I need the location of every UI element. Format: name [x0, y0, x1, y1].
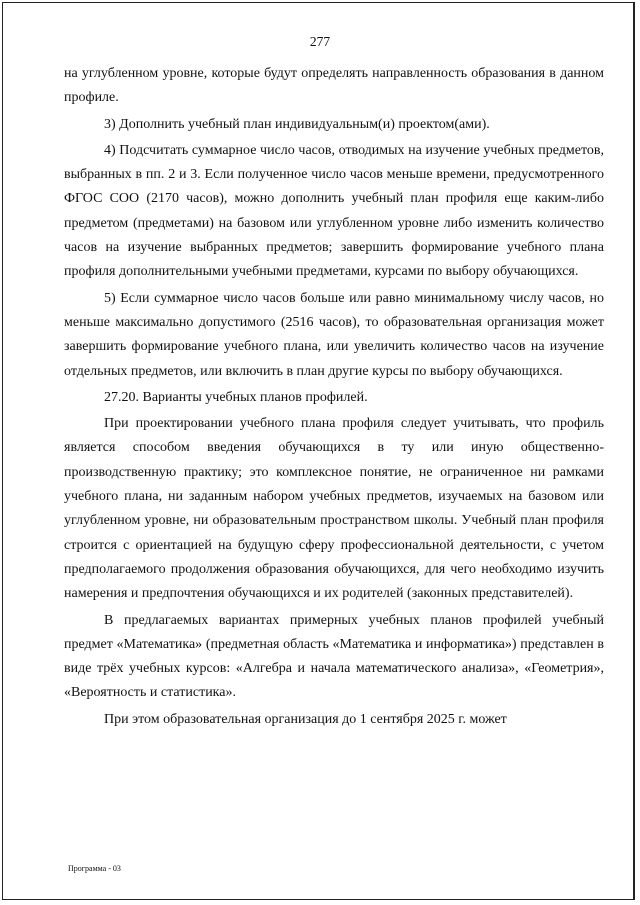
document-body — [64, 62, 604, 732]
paragraph: на углубленном уровне, которые будут определять направленность образования в данном профиле. — [64, 66, 604, 106]
paragraph: При этом образовательная организация до 1 сентября 2025 г. может — [104, 711, 507, 727]
footer-label: Программа - 03 — [68, 864, 121, 873]
page-number: 277 — [309, 34, 331, 49]
paragraph: При проектировании учебного плана профиля следует учитывать, что профиль является способом введения обучающихся в ту или иную общественно-производственную практику; это комплексное понятие, не ограниченное ни рамками учебного плана, ни заданным набором учебных предметов, изучаемых на базовом или углубленном уровне, ни образовательным пространством школы. Учебный план профиля строится с ориентацией на будущую сферу профессиональной деятельности, с учетом предполагаемого продолжения образования обучающихся, для чего необходимо изучить намерения и предпочтения обучающихся и их родителей (законных представителей). — [64, 416, 604, 602]
section-heading: 27.20. Варианты учебных планов профилей. — [104, 389, 368, 405]
paragraph: 4) Подсчитать суммарное число часов, отводимых на изучение учебных предметов, выбранных в пп. 2 и 3. Если полученное число часов меньше времени, предусмотренного ФГОС СОО (2170 часов), можно дополнить учебный план профиля еще каким-либо предметом (предметами) на базовом или углубленном уровне либо изменить количество часов на изучение выбранных предметов; завершить формирование учебного плана профиля дополнительными учебными предметами, курсами по выбору обучающихся. — [64, 142, 604, 280]
paragraph: 5) Если суммарное число часов больше или равно минимальному числу часов, но меньше максимально допустимого (2516 часов), то образовательная организация может завершить формирование учебного плана, или увеличить количество часов на изучение отдельных предметов, или включить в план другие курсы по выбору обучающихся. — [64, 290, 604, 379]
paragraph: 3) Дополнить учебный план индивидуальным(и) проектом(ами). — [104, 116, 490, 132]
paragraph: В предлагаемых вариантах примерных учебных планов профилей учебный предмет «Математика» (предметная область «Математика и информатика») представлен в виде трёх учебных курсов: «Алгебра и начала математического анализа», «Геометрия», «Вероятность и статистика». — [64, 612, 604, 701]
